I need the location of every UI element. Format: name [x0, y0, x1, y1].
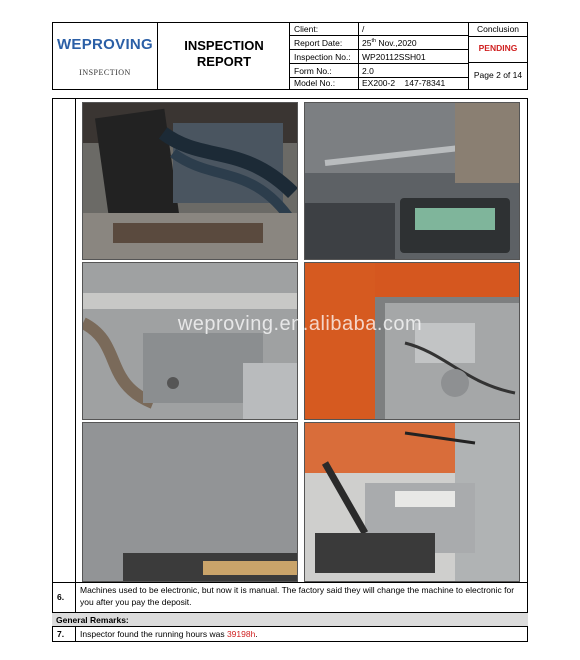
company-logo: WEPROVING [56, 36, 154, 53]
watermark-text: weproving.en.alibaba.com [177, 313, 423, 335]
remark-number: 7. [57, 629, 65, 639]
title-line-2: REPORT [196, 54, 252, 69]
item-number-cell [52, 582, 76, 612]
logo-cell [52, 22, 158, 90]
meta-row-model-no [290, 76, 468, 90]
divider [468, 36, 528, 37]
meta-value: 25th Nov.,2020 [362, 38, 417, 48]
wiring-harness-photo [82, 102, 298, 260]
general-remarks-header: General Remarks: [52, 612, 528, 626]
engine-bay-photo [304, 262, 520, 420]
meta-row-report-date [290, 36, 468, 50]
remark-text [80, 629, 258, 639]
remark-prefix: Inspector found the running hours was [80, 629, 227, 639]
logo-subtitle: INSPECTION [79, 68, 131, 77]
remark-suffix: . [255, 629, 258, 639]
title-line-1: INSPECTION [184, 38, 264, 53]
joystick-control-photo [304, 422, 520, 582]
cab-control-panel-photo [304, 102, 520, 260]
status-badge: PENDING [478, 43, 518, 53]
meta-value: EX200-2 147-78341 [362, 78, 446, 88]
divider [468, 62, 528, 63]
page-number: Page 2 of 14 [473, 70, 523, 80]
meta-value: 2.0 [362, 66, 374, 76]
item-number: 6. [57, 592, 65, 602]
meta-value: / [362, 24, 365, 34]
remark-number-cell [52, 626, 76, 642]
conclusion-label: Conclusion [476, 24, 520, 34]
meta-label: Model No.: [294, 78, 336, 88]
meta-label: Client: [294, 24, 319, 34]
meta-row-client [290, 22, 468, 36]
meta-row-inspection-no [290, 50, 468, 64]
photo-grid [76, 98, 528, 582]
report-title [158, 38, 290, 70]
meta-label: Form No.: [294, 66, 332, 76]
number-gutter [52, 98, 76, 582]
item-text: Machines used to be electronic, but now it is manual. The factory said they will change the machine to electronic for you after you pay the deposit. [80, 585, 515, 607]
engine-pipe-photo [82, 262, 298, 420]
painted-panel-photo [82, 422, 298, 582]
meta-label: Inspection No.: [294, 52, 351, 62]
meta-label: Report Date: [294, 38, 343, 48]
meta-value: WP20112SSH01 [362, 52, 426, 62]
running-hours-value: 39198h [226, 629, 256, 639]
